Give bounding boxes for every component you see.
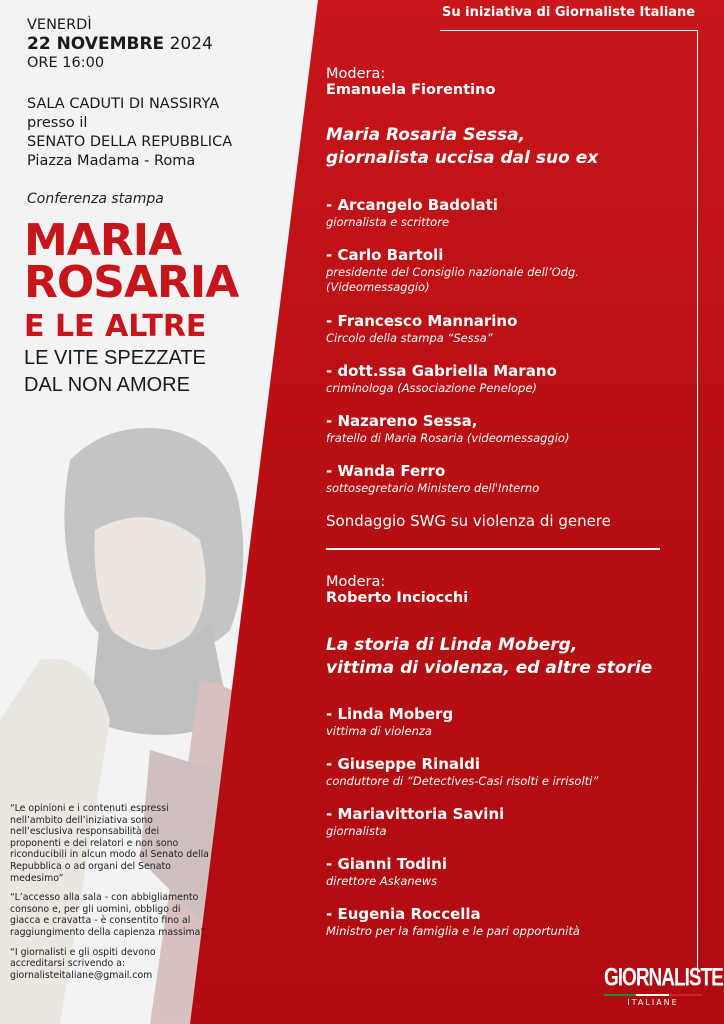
speaker: - Carlo Bartoli presidente del Consiglio nazionale dell’Odg. (Videomessaggio) xyxy=(326,246,579,294)
speaker: - Francesco Mannarino Circolo della stampa “Sessa” xyxy=(326,312,518,345)
giornaliste-italiane-logo: GIORNALISTE ITALIANE xyxy=(604,964,723,1007)
frame-line-right xyxy=(697,30,698,975)
speaker: - Eugenia Roccella Ministro per la famiglia e le pari opportunità xyxy=(326,905,580,938)
survey-label: Sondaggio SWG su violenza di genere xyxy=(326,512,611,530)
event-time: ORE 16:00 xyxy=(27,55,105,71)
speaker: - Mariavittoria Savini giornalista xyxy=(326,805,505,838)
session2-moderator: Modera: Roberto Inciocchi xyxy=(326,574,469,606)
main-title: MARIA ROSARIA xyxy=(24,215,239,308)
speaker: - Arcangelo Badolati giornalista e scrittore xyxy=(326,196,498,229)
session2-talk-title: La storia di Linda Moberg, vittima di violenza, ed altre storie xyxy=(326,635,653,678)
event-type: Conferenza stampa xyxy=(27,191,164,207)
event-date: 22 NOVEMBRE 2024 xyxy=(27,34,213,54)
initiative-label: Su iniziativa di Giornaliste Italiane xyxy=(442,5,696,20)
speaker: - Wanda Ferro sottosegretario Ministero dell'Interno xyxy=(326,462,540,495)
speaker: - Giuseppe Rinaldi conduttore di “Detectives-Casi risolti e irrisolti” xyxy=(326,755,599,788)
speaker: - dott.ssa Gabriella Marano criminologa (Associazione Penelope) xyxy=(326,362,557,395)
session1-moderator: Modera: Emanuela Fiorentino xyxy=(326,66,496,98)
frame-line-top xyxy=(440,30,698,31)
session-divider xyxy=(326,548,660,550)
event-day: VENERDÌ xyxy=(27,17,92,33)
event-venue: SALA CADUTI DI NASSIRYA presso il SENATO DELLA REPUBBLICA Piazza Madama - Roma xyxy=(27,96,233,169)
speaker: - Gianni Todini direttore Askanews xyxy=(326,855,447,888)
speaker: - Linda Moberg vittima di violenza xyxy=(326,705,454,738)
disclaimer: “Le opinioni e i contenuti espressi nell’ambito dell’iniziativa sono nell’esclusiva responsabilità dei proponenti e dei relatori e non sono riconducibili in alcun modo al Senato della Repubblica o ad organi del Senato medesimo” “L’accesso alla sala - con abbigliamento consono e, per gli uomini, obbligo di giacca e cravatta - è consentito fino al raggiungimento della capienza massima” “I giornalisti e gli ospiti devono accreditarsi scrivendo a: giornalisteitaliane@gmail.com xyxy=(10,803,209,981)
main-title-line3: E LE ALTRE xyxy=(24,309,207,344)
subtitle: LE VITE SPEZZATE DAL NON AMORE xyxy=(24,347,206,396)
session1-talk-title: Maria Rosaria Sessa, giornalista uccisa dal suo ex xyxy=(326,125,599,168)
event-datetime xyxy=(27,16,213,73)
speaker: - Nazareno Sessa, fratello di Maria Rosaria (videomessaggio) xyxy=(326,412,570,445)
